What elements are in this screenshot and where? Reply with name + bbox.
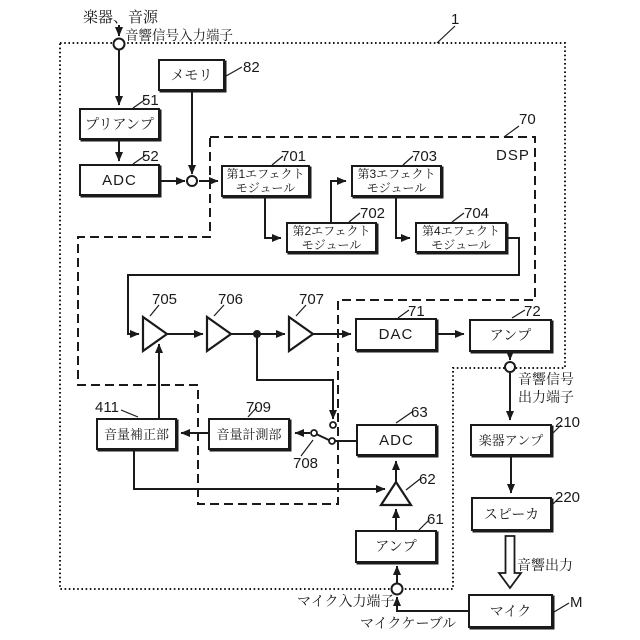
block-memory-label: メモリ [170,66,213,83]
block-output-amp-label: アンプ [489,327,532,343]
switch-contact-lower [329,438,335,444]
block-effect3 [351,165,442,197]
audio-input-terminal-node [114,39,125,50]
ref-instrument-amp-210: 210 [555,414,581,431]
block-effect3-line1: 第3エフェクト [357,167,436,181]
block-effect3-line2: モジュール [366,181,427,195]
mic-input-terminal-label: マイク入力端子 [297,593,395,609]
ref-speaker-220: 220 [555,489,581,506]
block-effect4-line2: モジュール [431,237,491,252]
branch-dot [253,330,261,338]
audio-output-terminal-node [505,362,515,372]
ref-dac-71: 71 [408,303,425,320]
audio-output-label: 音響出力 [517,557,573,573]
block-volume-measurement [208,418,290,450]
block-mic [468,594,553,628]
source-label: 楽器、音源 [83,9,159,26]
ref-effect4-704: 704 [464,205,490,222]
block-speaker [471,497,552,531]
block-effect1-line1: 第1エフェクト [226,167,305,181]
line-effect3-to-effect4 [396,197,410,238]
block-volume-correction [96,418,177,450]
amp-triangle-705 [143,317,167,351]
block-output-amp [469,319,552,352]
block-adc-main [79,164,160,196]
ref-switch-708: 708 [293,455,319,472]
block-mic-amp-label: アンプ [375,538,417,554]
block-effect2 [286,222,377,253]
amp-triangle-706 [207,317,231,351]
ref-adc-52: 52 [142,148,159,165]
line-mic-cable [397,597,468,611]
block-instrument-amp-label: 楽器アンプ [478,432,544,448]
block-effect2-line1: 第2エフェクト [292,223,371,238]
mic-cable-label: マイクケーブル [360,615,457,631]
ref-mic-amp-61: 61 [427,511,444,528]
block-mic-amp [355,530,437,563]
line-correction-to-amp62-gain [134,450,385,489]
amp-triangle-62 [381,482,411,505]
block-mic-adc-label: ADC [379,431,414,449]
block-effect2-line2: モジュール [301,237,362,252]
block-preamp-label: プリアンプ [85,115,154,132]
block-effect1-line2: モジュール [235,181,296,195]
audio-output-terminal-label-line1: 音響信号 [518,371,574,387]
block-instrument-amp [470,424,552,456]
input-junction-node [187,176,197,186]
ref-amp-707: 707 [299,291,325,308]
dsp-label: DSP [496,147,530,164]
switch-contact-upper [330,422,336,428]
ref-volume-correction-411: 411 [95,399,119,416]
ref-preamp-51: 51 [142,92,159,109]
block-effect4-line1: 第4エフェクト [421,223,501,238]
block-volume-correction-label: 音量補正部 [103,426,169,442]
ref-volume-measurement-709: 709 [246,399,272,416]
line-effect1-to-effect2 [265,197,281,238]
ref-mic-M: M [570,594,583,611]
block-volume-measurement-label: 音量計測部 [216,426,282,442]
ref-output-amp-72: 72 [524,303,541,320]
ref-dsp-70: 70 [519,111,536,128]
ref-system-1: 1 [451,11,460,28]
block-dac-label: DAC [378,326,414,343]
ref-amp-62: 62 [419,471,436,488]
block-memory [158,59,225,91]
audio-input-terminal-label: 音響信号入力端子 [125,28,233,43]
block-preamp [79,108,160,140]
audio-output-terminal-label-line2: 出力端子 [518,389,574,405]
block-speaker-label: スピーカ [483,505,540,522]
block-effect4 [415,222,507,253]
block-dac [355,318,437,351]
ref-effect2-702: 702 [360,205,386,222]
switch-contact-common [311,430,317,436]
block-effect1 [221,165,310,197]
ref-amp-706: 706 [218,291,244,308]
signal-lines [119,25,519,611]
ref-mic-adc-63: 63 [411,404,428,421]
block-mic-adc [356,424,437,456]
line-effect2-to-effect3 [331,181,346,222]
block-adc-main-label: ADC [102,171,137,189]
ref-memory-82: 82 [243,59,260,76]
ref-amp-705: 705 [152,291,178,308]
amp-triangle-707 [289,317,313,351]
ref-effect1-701: 701 [281,148,307,165]
block-mic-label: マイク [489,602,532,619]
ref-effect3-703: 703 [412,148,438,165]
